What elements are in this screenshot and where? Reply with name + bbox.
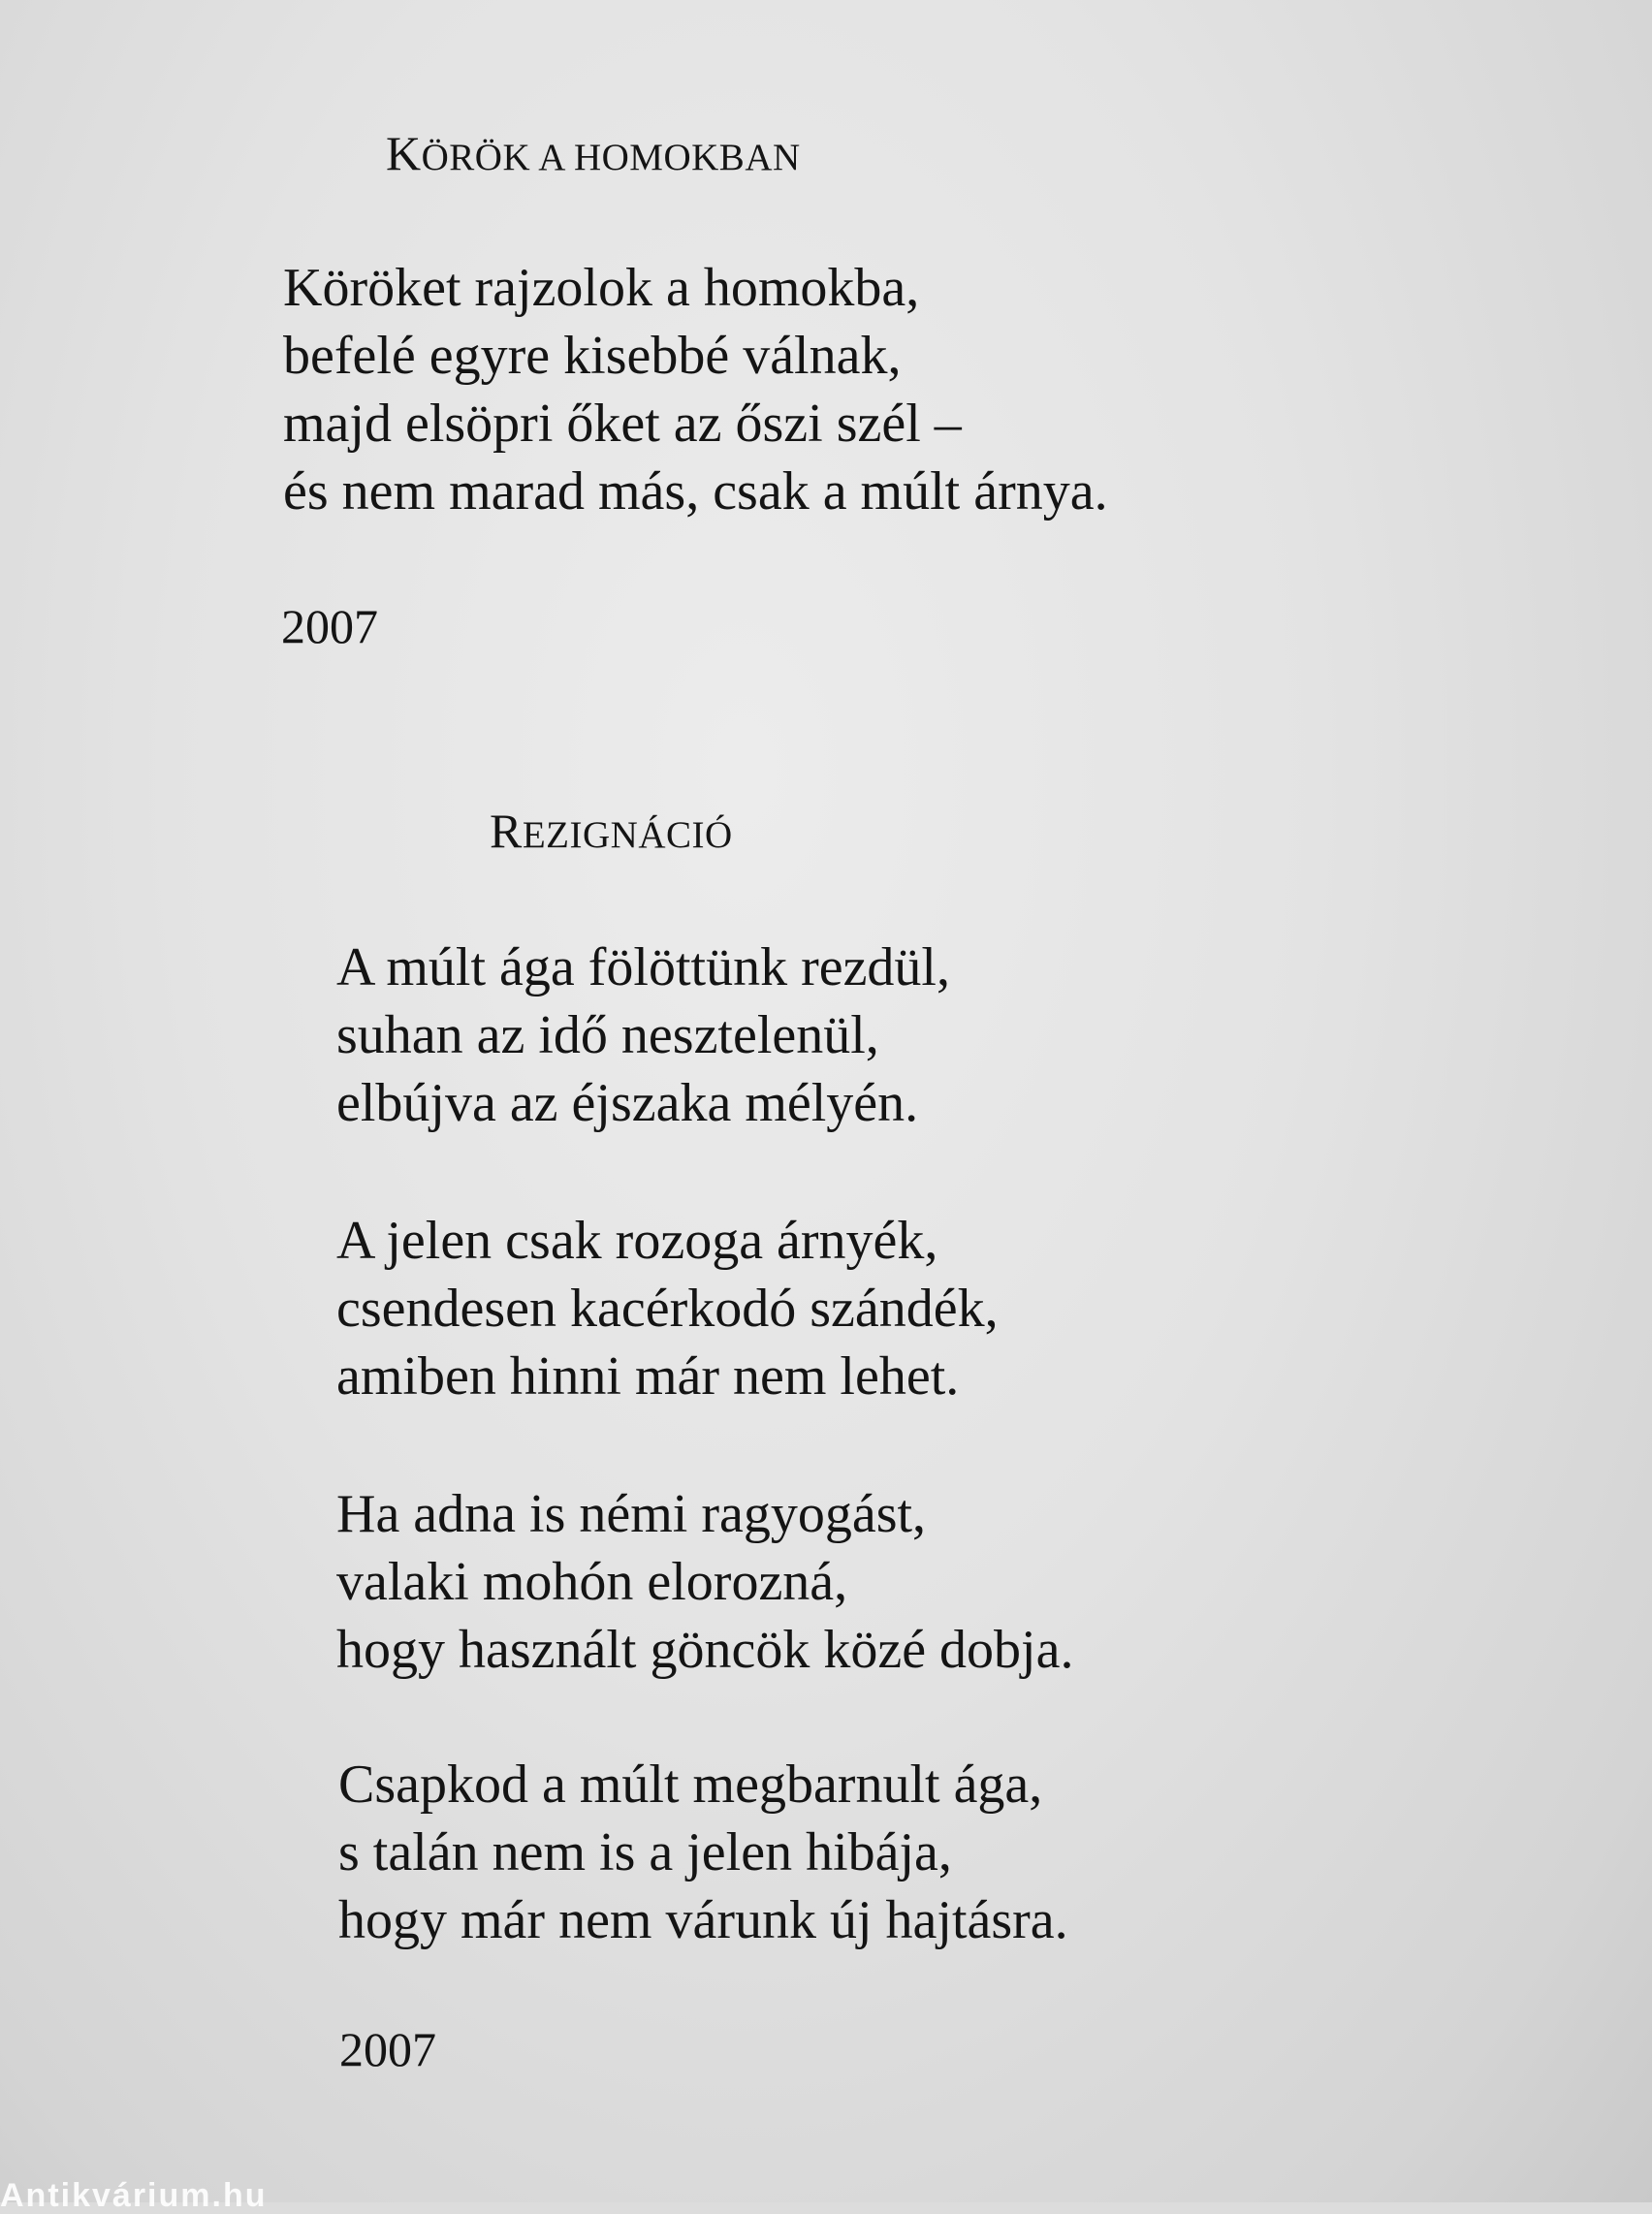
poem2-line: hogy már nem várunk új hajtásra. — [338, 1890, 1068, 1950]
poem2-year: 2007 — [339, 2022, 436, 2076]
watermark-text: Antikvárium.hu — [0, 2177, 268, 2214]
poem1-line: Köröket rajzolok a homokba, — [283, 258, 920, 318]
poem1-line: majd elsöpri őket az őszi szél – — [283, 394, 962, 454]
poem2-line: A jelen csak rozoga árnyék, — [336, 1211, 938, 1271]
poem1-title-initial: K — [386, 126, 422, 180]
poem2-title-rest: EZIGNÁCIÓ — [522, 814, 733, 856]
poem2-line: elbújva az éjszaka mélyén. — [336, 1073, 919, 1133]
poem1-year: 2007 — [281, 599, 378, 653]
poem2-title — [490, 804, 733, 858]
poem1-stanza — [283, 254, 1108, 525]
poem1-title — [386, 126, 801, 180]
poem2-stanza-4 — [338, 1751, 1068, 1954]
poem1-line: befelé egyre kisebbé válnak, — [283, 326, 902, 386]
poem2-line: Csapkod a múlt megbarnult ága, — [338, 1755, 1043, 1815]
poem2-line: suhan az idő nesztelenül, — [336, 1005, 879, 1065]
poem2-stanza-3 — [336, 1480, 1073, 1684]
poem1-line: és nem marad más, csak a múlt árnya. — [283, 461, 1108, 522]
poem2-line: hogy használt göncök közé dobja. — [336, 1620, 1074, 1680]
poem2-line: csendesen kacérkodó szándék, — [336, 1279, 999, 1339]
poem2-stanza-1 — [336, 933, 950, 1137]
poem2-line: A múlt ága fölöttünk rezdül, — [336, 937, 950, 997]
poem2-line: s talán nem is a jelen hibája, — [338, 1822, 952, 1882]
poem2-line: amiben hinni már nem lehet. — [336, 1346, 960, 1407]
poem2-line: Ha adna is némi ragyogást, — [336, 1484, 927, 1544]
poem1-title-rest: ÖRÖK A HOMOKBAN — [421, 137, 801, 178]
poem2-line: valaki mohón elorozná, — [336, 1552, 848, 1612]
poem2-title-initial: R — [490, 804, 523, 858]
poem2-stanza-2 — [336, 1207, 999, 1410]
